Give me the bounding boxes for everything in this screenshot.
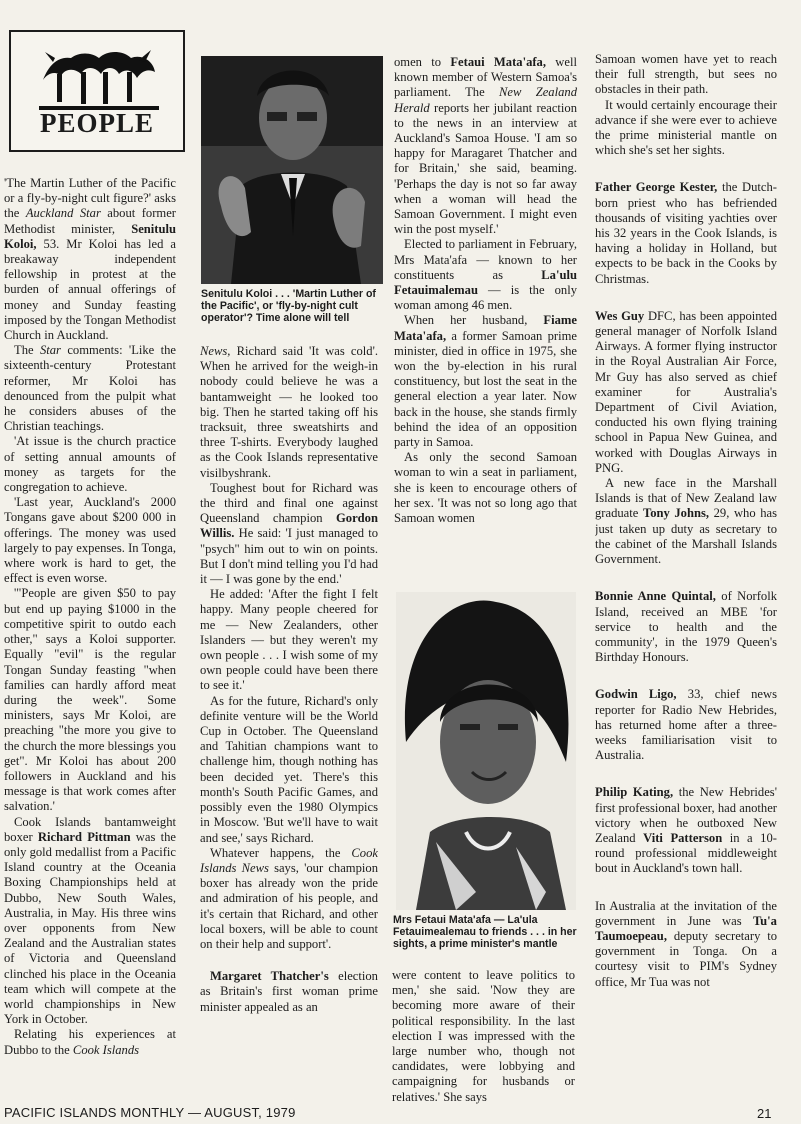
paragraph: Whatever happens, the Cook Islands News says, 'our champion boxer has already won the pride and admiration of his people, and it's certain that Richard, and other local boxers, will be able to count on their help and support'. <box>200 845 378 951</box>
paragraph: Elected to parliament in February, Mrs Mata'afa — known to her constituents as La'ulu Fetauimalemau — is the only woman among 46 men. <box>394 237 577 313</box>
article-column-2 <box>200 344 378 1099</box>
palm-trees-icon <box>39 42 159 112</box>
paragraph: Wes Guy DFC, has been appointed general manager of Norfolk Island Airways. A former flying instructor in the Royal Australian Air Force, Mr Guy has also served as chief examiner for Australia's Department of Civil Aviation, conducted his own flying training school in Papua New Guinea, and worked with Douglas Airways in PNG. <box>595 308 777 475</box>
paragraph: Margaret Thatcher's election as Britain's first woman prime minister appealed as an <box>200 969 378 1014</box>
paragraph: Godwin Ligo, 33, chief news reporter for Radio New Hebrides, has returned home after a three-weeks familiarisation visit to Australia. <box>595 687 777 763</box>
paragraph: '"People are given $50 to pay but end up paying $1000 in the competitive spirit to outdo each other," says a Koloi supporter. Equally "evil" is the regular Tongan Sunday feasting "when families can hardly afford meat during the week". Some ministers, says Mr Koloi, are preaching "the more you give to the church the more blessings you get". Mr Koloi has about 200 followers in Auckland and his message is that work comes after salvation.' <box>4 586 176 814</box>
paragraph: Samoan women have yet to reach their full strength, but sees no obstacles in their path. <box>595 52 777 97</box>
paragraph: Father George Kester, the Dutch-born priest who has befriended thousands of visiting yachties over his 32 years in the Cook Islands, is having a holiday in Holland, but expects to be back in the Cooks by Christmas. <box>595 180 777 286</box>
section-title: PEOPLE <box>39 108 154 138</box>
paragraph: were content to leave politics to men,' she said. 'Now they are becoming more aware of their political responsibility. In the last election I was impressed with the large number who, though not candidates, were lobbying and campaigning for husbands or relatives.' She says <box>392 968 575 1104</box>
paragraph: omen to Fetaui Mata'afa, well known member of Western Samoa's parliament. The New Zealand Herald reports her jubilant reaction to the news in an interview at Auckland's Samoa House. 'I am so happy for Maragaret Thatcher and for Britain,' she said, beaming. 'Perhaps the day is not so far away when a woman will head the Samoan Government. I might even win the post myself.' <box>394 55 577 237</box>
section-logo <box>9 30 185 152</box>
photo-caption-koloi: Senitulu Koloi . . . 'Martin Luther of the Pacific', or 'fly-by-night cult operator'? Time alone will tell <box>201 288 376 324</box>
article-column-3-continued <box>392 968 575 1104</box>
paragraph: Toughest bout for Richard was the third and final one against Queensland champion Gordon Willis. He said: 'I just managed to "psych" him out to win on points. But I don't mind telling you I'd had it — I was gone by the end.' <box>200 480 378 587</box>
portrait-photo-mataafa <box>396 592 576 910</box>
paragraph: 'Last year, Auckland's 2000 Tongans gave about $200 000 in offerings. The money was used largely to pay expenses. In Tonga, where work is hard to get, the effect is even worse. <box>4 495 176 586</box>
paragraph: Bonnie Anne Quintal, of Norfolk Island, received an MBE 'for service to health and the community', in the 1979 Queen's Birthday Honours. <box>595 589 777 665</box>
paragraph: News, Richard said 'It was cold'. When he arrived for the weigh-in nobody could believe he was a bantamweight — he looked too big. Then he started taking off his tracksuit, three sweatshirts and three T-shirts. Everybody laughed as the Cook Islands representative visilbyshrank. <box>200 344 378 480</box>
paragraph: It would certainly encourage their advance if she were ever to achieve the prime ministerial mantle on which she's set her sights. <box>595 97 777 158</box>
page-footer-publication: PACIFIC ISLANDS MONTHLY — AUGUST, 1979 <box>4 1105 296 1120</box>
paragraph: In Australia at the invitation of the government in June was Tu'a Taumoepeau, deputy secretary to government in Tonga. On a courtesy visit to PIM's Sydney office, Mr Tua was not <box>595 898 777 989</box>
paragraph: A new face in the Marshall Islands is that of New Zealand law graduate Tony Johns, 29, who has just taken up duty as secretary to the cabinet of the Marshall Islands Government. <box>595 476 777 567</box>
paragraph: As for the future, Richard's only definite venture will be the World Cup in October. The Queensland and Tahitian champions want to challenge him, though nothing has been decided yet. There's this month's South Pacific Games, and possibly even the 1980 Olympics in Moscow. 'But we'll have to wait and see,' says Richard. <box>200 693 378 845</box>
article-column-3 <box>394 55 577 600</box>
article-column-1 <box>4 176 176 1094</box>
portrait-photo-koloi <box>201 56 383 284</box>
paragraph: Relating his experiences at Dubbo to the Cook Islands <box>4 1027 176 1057</box>
paragraph: The Star comments: 'Like the sixteenth-century Protestant reformer, Mr Koloi has denounced from the pulpit what he considers abuses of the Christian teachings. <box>4 343 176 434</box>
photo-caption-mataafa: Mrs Fetaui Mata'afa — La'ula Fetauimealemau to friends . . . in her sights, a prime minister's mantle <box>393 914 577 950</box>
paragraph: Philip Kating, the New Hebrides' first professional boxer, had another victory when he outboxed New Zealand Viti Patterson in a 10-round professional middleweight bout in Auckland's town hall. <box>595 785 777 876</box>
paragraph: He added: 'After the fight I felt happy. Many people cheered for me — New Zealanders, other Islanders — but they weren't my own people . . . I wish some of my own people could have been there to see it.' <box>200 587 378 693</box>
page-number: 21 <box>757 1106 772 1121</box>
paragraph: Cook Islands bantamweight boxer Richard Pittman was the only gold medallist from a Pacific Island country at the Oceania Boxing Championships held at Dubbo, New South Wales, Australia, in May. His three wins over opponents from New Zealand and the Australian states of Victoria and Queensland clinched his place in the Oceania team which will compete at the world championships in New York in October. <box>4 814 176 1027</box>
paragraph: As only the second Samoan woman to win a seat in parliament, she is keen to encourage others of her sex. 'It was not so long ago that Samoan women <box>394 450 577 526</box>
paragraph: 'The Martin Luther of the Pacific or a fly-by-night cult figure?' asks the Auckland Star about former Methodist minister, Senitulu Koloi, 53. Mr Koloi has led a breakaway independent fellowship in protest at the burden of annual offerings of money and Sunday feasting imposed by the Tongan Methodist Church in Auckland. <box>4 176 176 343</box>
article-column-4 <box>595 52 777 1102</box>
paragraph: 'At issue is the church practice of setting annual amounts of money as targets for the congregation to achieve. <box>4 434 176 495</box>
paragraph: When her husband, Fiame Mata'afa, a former Samoan prime minister, died in office in 1975, she won the by-election in his rural constituency, but lost the seat in the general election a year later. Now back in the house, she stands firmly behind the idea of an opposition party in Samoa. <box>394 313 577 450</box>
